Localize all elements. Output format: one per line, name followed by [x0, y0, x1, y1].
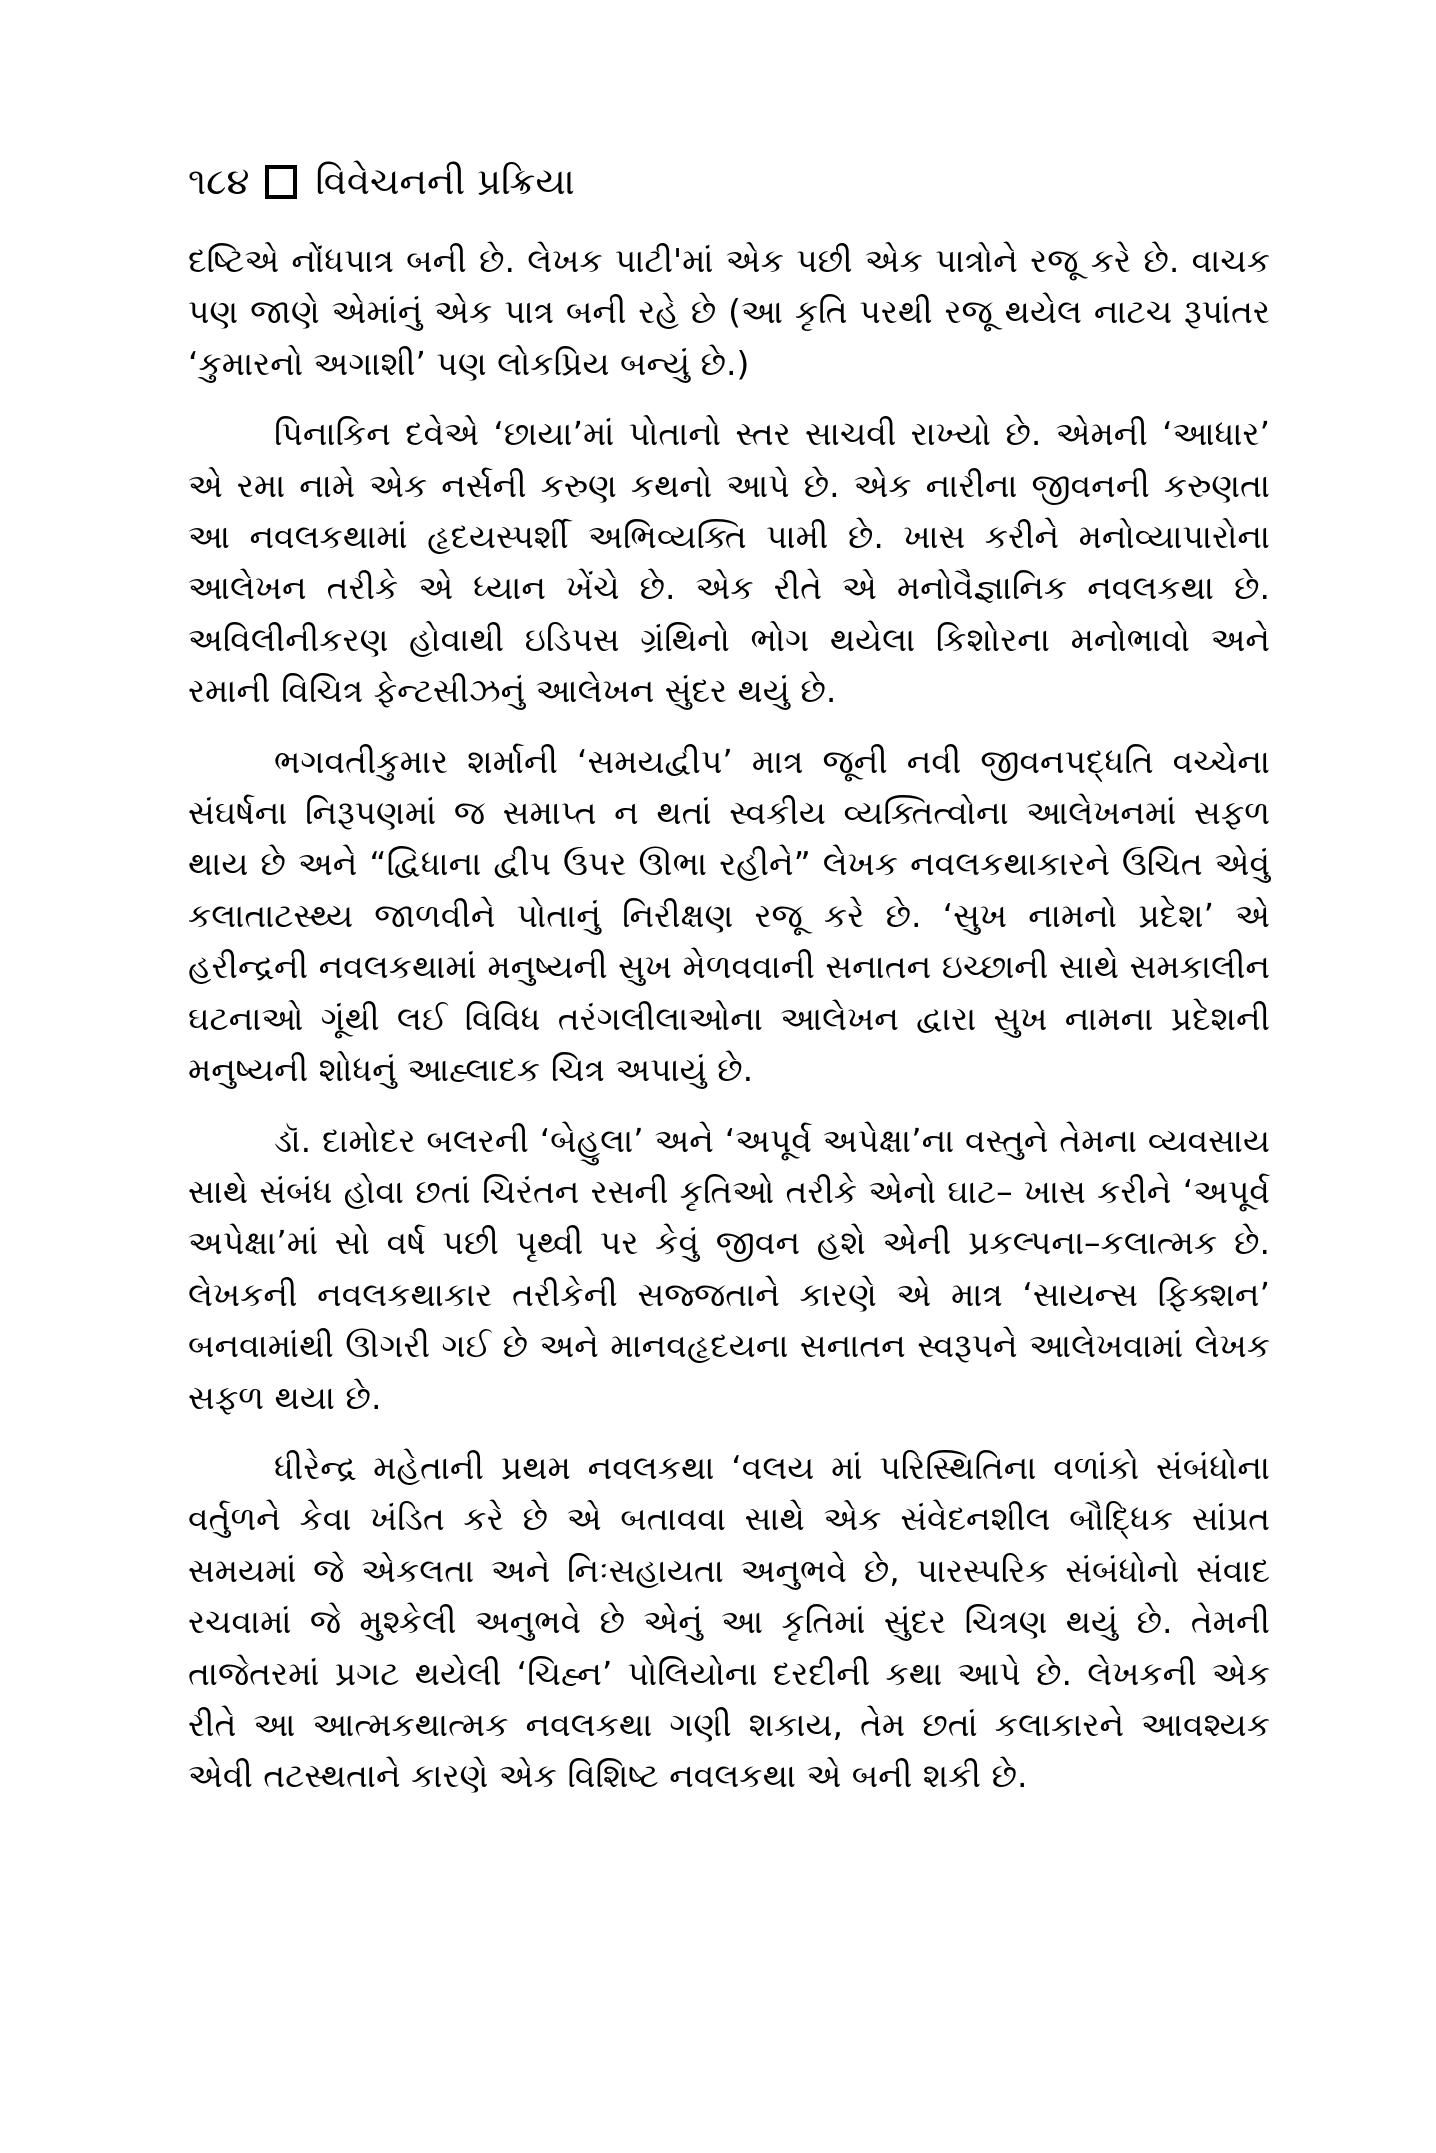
- square-ornament-icon: [265, 165, 297, 199]
- page-header: [188, 158, 575, 206]
- page-number: ૧૮૪: [188, 160, 250, 203]
- paragraph-dhirendra-maheta: ધીરેન્દ્ર મહેતાની પ્રથમ નવલકથા ‘વલય માં પરિસ્થિતિના વળાંકો સંબંધોના વર્તુળને કેવા ખંડિત કરે છે એ બતાવવા સાથે એક સંવેદનશીલ બૌદ્ધિક સાંપ્રત સમયમાં જે એકલતા અને નિઃસહાયતા અનુભવે છે, પારસ્પરિક સંબંધોનો સંવાદ રચવામાં જે મુશ્કેલી અનુભવે છે એનું આ કૃતિમાં સુંદર ચિત્રણ થયું છે. તેમની તાજેતરમાં પ્રગટ થયેલી ‘ચિહ્ન’ પોલિયોના દરદીની કથા આપે છે. લેખકની એક રીતે આ આત્મકથાત્મક નવલકથા ગણી શકાય, તેમ છતાં કલાકારને આવશ્યક એવી તટસ્થતાને કારણે એક વિશિષ્ટ નવલકથા એ બની શકી છે.: [188, 1447, 1270, 1796]
- running-title: વિવેચનની પ્રક્રિયા: [315, 160, 575, 203]
- paragraph-continuation: દષ્ટિએ નોંધપાત્ર બની છે. લેખક પાટી'માં એક પછી એક પાત્રોને રજૂ કરે છે. વાચક પણ જાણે એમાંનું એક પાત્ર બની રહે છે (આ કૃતિ પરથી રજૂ થયેલ નાટચ રૂપાંતર ‘કુમારનો અગાશી’ પણ લોકપ્રિય બન્યું છે.): [188, 241, 1270, 383]
- paragraph-damodar-balar: ડૉ. દામોદર બલરની ‘બેહુલા’ અને ‘અપૂર્વ અપેક્ષા’ના વસ્તુને તેમના વ્યવસાય સાથે સંબંધ હોવા છતાં ચિરંતન રસની કૃતિઓ તરીકે એનો ઘાટ– ખાસ કરીને ‘અપૂર્વ અપેક્ષા’માં સો વર્ષ પછી પૃથ્વી પર કેવું જીવન હશે એની પ્રકલ્પના–કલાત્મક છે. લેખકની નવલકથાકાર તરીકેની સજ્જતાને કારણે એ માત્ર ‘સાયન્સ ફિક્શન’ બનવામાંથી ઊગરી ગઈ છે અને માનવહૃદયના સનાતન સ્વરૂપને આલેખવામાં લેખક સફળ થયા છે.: [188, 1120, 1270, 1417]
- paragraph-pinakin-dave: પિનાકિન દવેએ ‘છાયા’માં પોતાનો સ્તર સાચવી રાખ્યો છે. એમની ‘આધાર’ એ રમા નામે એક નર્સની કરુણ કથનો આપે છે. એક નારીના જીવનની કરુણતા આ નવલકથામાં હૃદયસ્પર્શી અભિવ્યક્તિ પામી છે. ખાસ કરીને મનોવ્યાપારોના આલેખન તરીકે એ ધ્યાન ખેંચે છે. એક રીતે એ મનોવૈજ્ઞાનિક નવલકથા છે. અવિલીનીકરણ હોવાથી ઇડિપસ ગ્રંથિનો ભોગ થયેલા કિશોરના મનોભાવો અને રમાની વિચિત્ર ફેન્ટસીઝનું આલેખન સુંદર થયું છે.: [188, 414, 1270, 711]
- body-text: [188, 235, 1270, 1802]
- paragraph-bhagvatikumar-sharma: ભગવતીકુમાર શર્માની ‘સમયદ્વીપ’ માત્ર જૂની નવી જીવનપદ્ધતિ વચ્ચેના સંઘર્ષના નિરૂપણમાં જ સમાપ્ત ન થતાં સ્વકીય વ્યક્તિત્વોના આલેખનમાં સફળ થાય છે અને “દ્વિધાના દ્વીપ ઉપર ઊભા રહીને” લેખક નવલકથાકારને ઉચિત એવું કલાતાટસ્થ્ય જાળવીને પોતાનું નિરીક્ષણ રજૂ કરે છે. ‘સુખ નામનો પ્રદેશ’ એ હરીન્દ્રની નવલકથામાં મનુષ્યની સુખ મેળવવાની સનાતન ઇચ્છાની સાથે સમકાલીન ઘટનાઓ ગૂંથી લઈ વિવિધ તરંગલીલાઓના આલેખન દ્વારા સુખ નામના પ્રદેશની મનુષ્યની શોધનું આહ્લાદક ચિત્ર અપાયું છે.: [188, 741, 1270, 1090]
